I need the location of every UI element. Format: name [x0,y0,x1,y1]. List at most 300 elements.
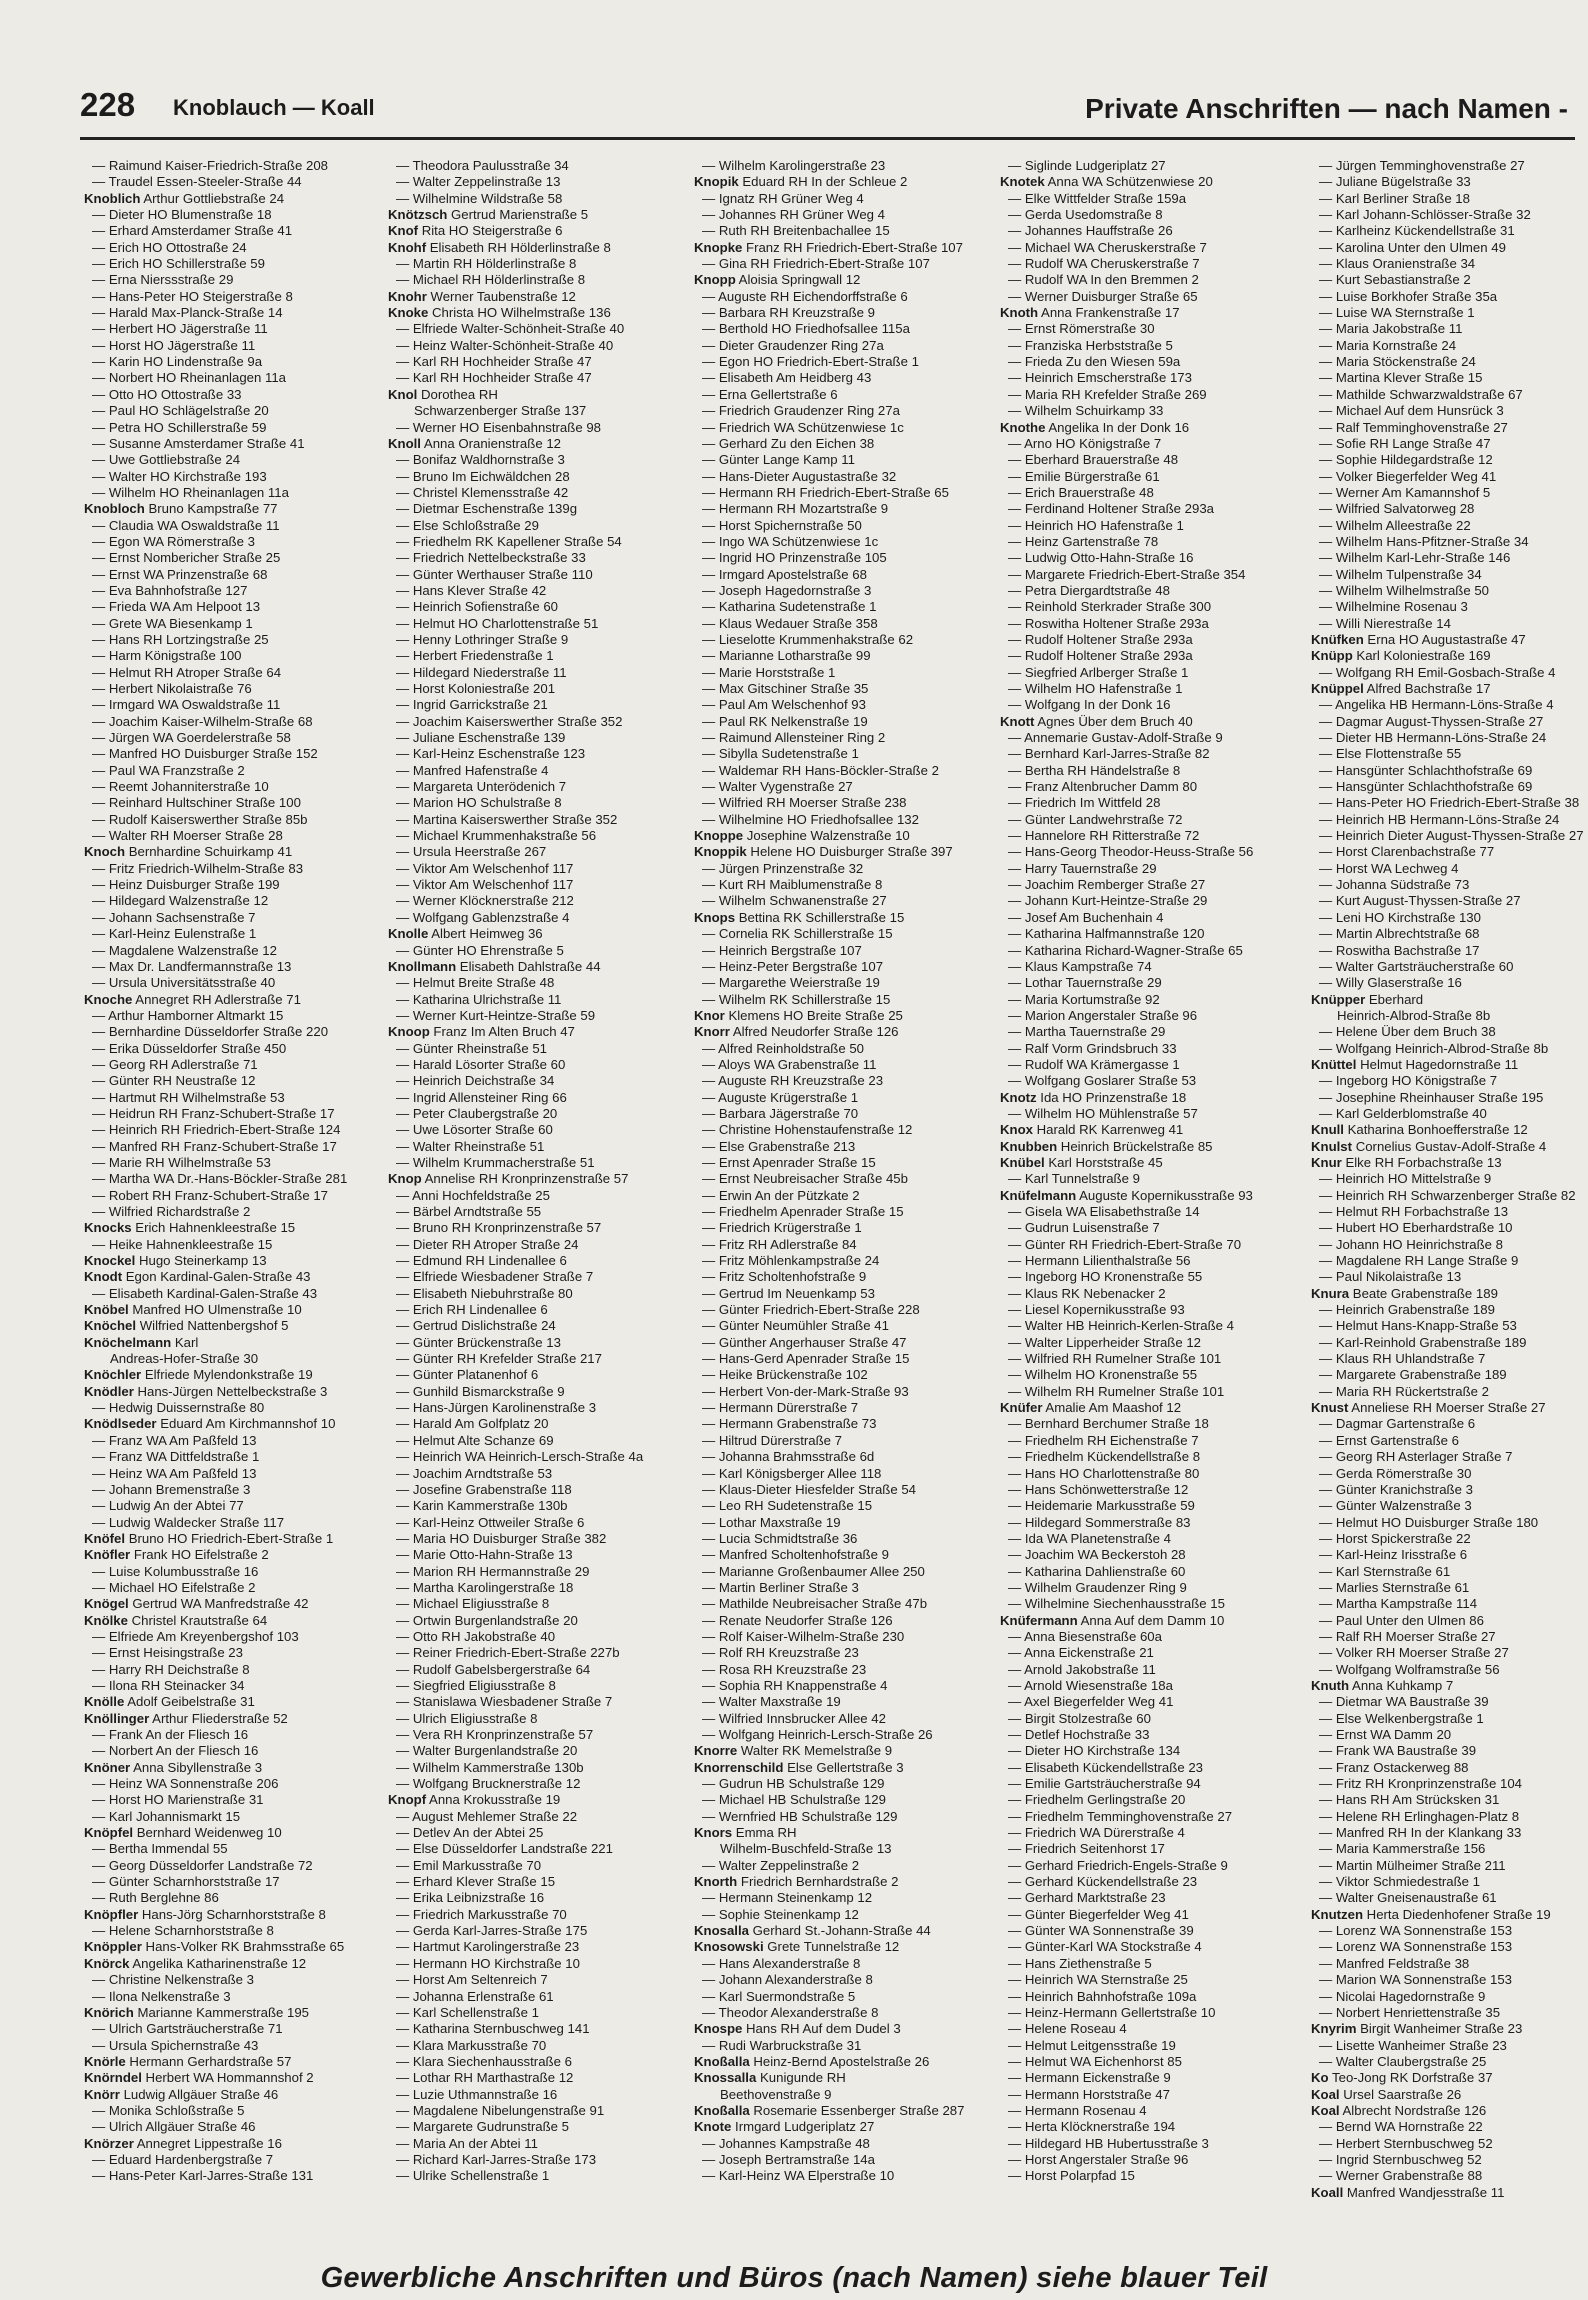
directory-entry: — Heinz WA Am Paßfeld 13 [92,1465,257,1481]
directory-entry: — Birgit Stolzestraße 60 [1008,1710,1151,1726]
directory-entry: — Elfriede Wiesbadener Straße 7 [396,1269,594,1285]
directory-entry: — Maria RH Krefelder Straße 269 [1008,386,1207,402]
surname: Knöchelmann [84,1334,172,1350]
directory-entry: — Wilfried RH Moerser Straße 238 [702,795,907,811]
directory-entry: — Günter Lange Kamp 11 [702,452,855,468]
directory-entry [84,1939,384,1955]
directory-entry [1311,992,1588,1008]
entry-details: Helmut Hagedornstraße 11 [1356,1056,1519,1072]
surname: Knopke [694,239,743,255]
directory-entry: — Waldemar RH Hans-Böckler-Straße 2 [702,762,939,778]
directory-entry: — Anna Biesenstraße 60a [1008,1628,1162,1644]
entry-details: Franz Im Alten Bruch 47 [429,1024,575,1040]
directory-entry: — Johann Alexanderstraße 8 [702,1972,873,1988]
directory-entry [388,305,688,321]
directory-entry: — Manfred Feldstraße 38 [1319,1955,1470,1971]
directory-entry: — Klara Siechenhausstraße 6 [396,2053,572,2069]
directory-entry: — Ludwig Otto-Hahn-Straße 16 [1008,550,1194,566]
directory-entry: — Horst Polarpfad 15 [1008,2168,1135,2184]
directory-entry: — Kurt August-Thyssen-Straße 27 [1319,893,1521,909]
directory-entry: — Gerhard Zu den Eichen 38 [702,435,875,451]
surname: Knödlseder [84,1416,157,1432]
directory-entry: — Franziska Herbststraße 5 [1008,337,1173,353]
directory-entry: — Günter Brückenstraße 13 [396,1334,561,1350]
directory-entry: — Volker Biegerfelder Weg 41 [1319,468,1497,484]
directory-entry: — Siglinde Ludgeriplatz 27 [1008,158,1166,173]
directory-entry [84,1318,384,1334]
directory-entry: — Ursula Heerstraße 267 [396,844,547,860]
entry-details: Eduard Am Kirchmannshof 10 [156,1416,336,1432]
directory-entry: — Erich RH Lindenallee 6 [396,1302,548,1318]
directory-entry: — Horst HO Jägerstraße 11 [92,337,256,353]
entry-details: Hans-Jörg Scharnhorststraße 8 [138,1906,326,1922]
entry-details: Arthur Gottliebstraße 24 [140,190,285,206]
directory-entry: — Günter Landwehrstraße 72 [1008,811,1183,827]
directory-entry: — Juliane Bügelstraße 33 [1319,174,1471,190]
directory-entry: — Lorenz WA Sonnenstraße 153 [1319,1923,1513,1939]
entry-details: Angelika Katharinenstraße 12 [129,1955,307,1971]
directory-entry: — Nicolai Hagedornstraße 9 [1319,1988,1486,2004]
directory-entry: — Barbara Jägerstraße 70 [702,1105,859,1121]
surname: Knopik [694,174,739,190]
directory-entry: — Walter Gartsträucherstraße 60 [1319,958,1514,974]
surname: Knust [1311,1400,1349,1416]
directory-entry [694,828,994,844]
directory-entry: — Helene RH Erlinghagen-Platz 8 [1319,1808,1520,1824]
directory-entry [1311,1286,1588,1302]
directory-entry: — Robert RH Franz-Schubert-Straße 17 [92,1187,328,1203]
directory-entry [84,191,384,207]
directory-entry: — Rudolf WA Cheruskerstraße 7 [1008,256,1200,272]
directory-entry [388,387,688,403]
directory-entry: — Bonifaz Waldhornstraße 3 [396,452,565,468]
directory-entry: — Luzie Uthmannstraße 16 [396,2086,558,2102]
directory-entry: — Egon WA Römerstraße 3 [92,533,255,549]
directory-entry: — Helmut HO Duisburger Straße 180 [1319,1514,1539,1530]
directory-entry: — Paul RK Nelkenstraße 19 [702,713,868,729]
directory-entry: — Klaus RH Uhlandstraße 7 [1319,1351,1486,1367]
directory-entry: — Ernst Nombericher Straße 25 [92,550,281,566]
directory-entry: — Auguste RH Eichendorffstraße 6 [702,288,908,304]
directory-entry: — Ilona RH Steinacker 34 [92,1677,245,1693]
directory-entry: — Raimund Allensteiner Ring 2 [702,730,886,746]
directory-entry: — Hermann Horststraße 47 [1008,2086,1170,2102]
directory-entry: — Ingrid Allensteiner Ring 66 [396,1089,567,1105]
entry-details: Christa HO Wilhelmstraße 136 [428,305,611,321]
surname: Knosowski [694,1939,764,1955]
entry-details: Anna Sibyllenstraße 3 [130,1759,263,1775]
directory-entry: — Manfred HO Duisburger Straße 152 [92,746,318,762]
directory-entry: Beethovenstraße 9 [720,2086,832,2102]
directory-entry: — Jürgen Temminghovenstraße 27 [1319,158,1525,173]
directory-entry [694,1760,994,1776]
directory-entry: — Bertha Immendal 55 [92,1841,228,1857]
directory-entry: — Wilhelm HO Hafenstraße 1 [1008,681,1183,696]
directory-entry: — Elfriede Am Kreyenbergshof 103 [92,1628,299,1644]
directory-entry: — Friedhelm RH Eichenstraße 7 [1008,1432,1199,1448]
surname: Knöner [84,1759,131,1775]
surname: Knosalla [694,1923,749,1939]
directory-entry: — Katharina Halfmannstraße 120 [1008,926,1205,942]
directory-entry: — Hartmut Karolingerstraße 23 [396,1939,580,1955]
directory-entry: — Rudolf WA In den Bremmen 2 [1008,272,1199,288]
entry-details: Wilfried Nattenbergshof 5 [136,1318,289,1334]
surname: Ko [1311,2070,1329,2086]
directory-entry: — Heinz-Peter Bergstraße 107 [702,958,884,974]
directory-entry: — Hermann Eickenstraße 9 [1008,2070,1171,2086]
directory-entry: — Ulrich Allgäuer Straße 46 [92,2119,256,2135]
directory-entry [84,992,384,1008]
listing-column-2 [388,158,688,2208]
directory-entry [1000,1139,1300,1155]
entry-details: Elisabeth Dahlstraße 44 [456,958,601,974]
directory-entry: — Bernhardine Düsseldorfer Straße 220 [92,1024,329,1040]
directory-entry [84,1384,384,1400]
directory-entry: — Walter HO Kirchstraße 193 [92,468,267,484]
directory-entry: — Günter-Karl WA Stockstraße 4 [1008,1939,1202,1955]
directory-entry [1000,1155,1300,1171]
directory-entry: — Martha WA Dr.-Hans-Böckler-Straße 281 [92,1171,348,1187]
directory-entry: — Harald Lösorter Straße 60 [396,1056,566,1072]
directory-entry: — Erwin An der Pützkate 2 [702,1187,860,1203]
directory-entry: — Friedrich WA Schützenwiese 1c [702,419,904,435]
directory-entry: — Helmut Alte Schanze 69 [396,1432,554,1448]
directory-entry: — Hans HO Charlottenstraße 80 [1008,1465,1200,1481]
directory-entry [84,844,384,860]
directory-entry: — Maria Kortumstraße 92 [1008,991,1160,1007]
directory-entry: — Heinrich WA Heinrich-Lersch-Straße 4a [396,1449,644,1465]
directory-entry: — Katharina Richard-Wagner-Straße 65 [1008,942,1243,958]
directory-entry: — Monika Schloßstraße 5 [92,2102,245,2118]
directory-entry: — Werner Klöcknerstraße 212 [396,893,574,909]
directory-entry: — Lothar Tauernstraße 29 [1008,975,1162,991]
entry-details: Teo-Jong RK Dorfstraße 37 [1328,2070,1493,2086]
surname: Knoche [84,991,133,1007]
directory-entry: — August Mehlemer Straße 22 [396,1808,578,1824]
directory-entry: — Walter Zeppelinstraße 2 [702,1857,860,1873]
entry-details: Auguste Kopernikusstraße 93 [1076,1187,1253,1203]
directory-entry: — Franz Ostackerweg 88 [1319,1759,1469,1775]
directory-entry: — Gerhard Marktstraße 23 [1008,1890,1166,1906]
directory-entry: — Paul HO Schlägelstraße 20 [92,403,269,419]
directory-entry: — Else Düsseldorfer Landstraße 221 [396,1841,613,1857]
surname: Knoll [388,435,421,451]
surname: Knote [694,2119,732,2135]
directory-entry: — Harry RH Deichstraße 8 [92,1661,250,1677]
directory-entry [84,1613,384,1629]
directory-entry: — Karlheinz Kückendellstraße 31 [1319,223,1515,239]
surname: Knörle [84,2053,126,2069]
directory-entry: — Karl Königsberger Allee 118 [702,1465,882,1481]
directory-entry: — Maria Kornstraße 24 [1319,337,1457,353]
directory-entry: — Heinz-Hermann Gellertstraße 10 [1008,2004,1216,2020]
directory-entry: — Frieda Zu den Wiesen 59a [1008,354,1181,370]
surname: Knopf [388,1792,427,1808]
entry-details: Eduard RH In der Schleue 2 [738,174,908,190]
entry-details: Beate Grabenstraße 189 [1349,1285,1498,1301]
directory-entry: — Elisabeth Kardinal-Galen-Straße 43 [92,1285,318,1301]
directory-entry: — Helmut HO Charlottenstraße 51 [396,615,599,631]
surname: Knoßalla [694,2053,750,2069]
entry-details: Christel Krautstraße 64 [127,1612,268,1628]
directory-entry: — Ernst Gartenstraße 6 [1319,1432,1459,1448]
entry-details: Eberhard [1365,991,1424,1007]
directory-entry: — Ralf Temminghovenstraße 27 [1319,419,1508,435]
surname: Knohf [388,239,427,255]
directory-entry: — Wilhelm RK Schillerstraße 15 [702,991,891,1007]
directory-entry: — Hans RH Am Strücksken 31 [1319,1792,1500,1808]
surname: Knothe [1000,419,1046,435]
directory-entry: — Martin RH Hölderlinstraße 8 [396,256,577,272]
directory-entry: — Günter HO Ehrenstraße 5 [396,942,564,958]
directory-entry [388,207,688,223]
entry-details: Anna Auf dem Damm 10 [1077,1612,1225,1628]
directory-entry: — Joachim Kaiserswerther Straße 352 [396,713,623,729]
directory-entry: — Elisabeth Am Heidberg 43 [702,370,872,386]
directory-entry: — Roswitha Holtener Straße 293a [1008,615,1209,631]
directory-entry: — Willi Nierestraße 14 [1319,615,1451,631]
entry-details: Alfred Neudorfer Straße 126 [729,1024,899,1040]
surname: Knockel [84,1253,136,1269]
entry-details: Karl Koloniestraße 169 [1352,648,1491,664]
directory-entry: — Paul WA Franzstraße 2 [92,762,245,778]
surname: Knutzen [1311,1906,1364,1922]
surname: Knüpp [1311,648,1353,664]
directory-entry: — Lothar Maxstraße 19 [702,1514,841,1530]
surname: Knöbel [84,1302,129,1318]
directory-entry: — Hans Schönwetterstraße 12 [1008,1481,1189,1497]
directory-entry: — Hildegard Sommerstraße 83 [1008,1514,1191,1530]
directory-entry [1311,1907,1588,1923]
directory-entry [84,1531,384,1547]
directory-entry: — Anna Eickenstraße 21 [1008,1645,1154,1661]
directory-entry: — Friedhelm RK Kapellener Straße 54 [396,533,622,549]
surname: Knop [388,1171,422,1187]
directory-entry [1311,681,1588,697]
directory-entry: — Heike Brückenstraße 102 [702,1367,868,1383]
directory-entry: — Ernst WA Prinzenstraße 68 [92,566,268,582]
surname: Knoop [388,1024,430,1040]
directory-entry: — Gerda Usedomstraße 8 [1008,207,1163,223]
directory-entry: — Günter Kranichstraße 3 [1319,1481,1473,1497]
directory-entry: — Friedhelm Apenrader Straße 15 [702,1204,904,1219]
directory-entry [84,2087,384,2103]
directory-entry: — Heinrich RH Schwarzenberger Straße 82 [1319,1187,1576,1203]
directory-entry [1311,1400,1588,1416]
directory-entry: — Annemarie Gustav-Adolf-Straße 9 [1008,730,1223,746]
directory-entry: — Martin Berliner Straße 3 [702,1579,859,1595]
directory-entry [694,1939,994,1955]
directory-entry: — Petra Diergardtstraße 48 [1008,582,1170,598]
directory-entry: — Friedhelm Gerlingstraße 20 [1008,1792,1186,1808]
entry-details: Walter RK Memelstraße 9 [737,1743,893,1759]
entry-details: Heinz-Bernd Apostelstraße 26 [749,2053,930,2069]
directory-entry: — Wilhelmine Wildstraße 58 [396,190,563,206]
directory-entry: — Helene Roseau 4 [1008,2021,1127,2037]
entry-details: Marianne Kammerstraße 195 [133,2004,310,2020]
directory-entry: — Heinrich Bergstraße 107 [702,942,862,958]
surname: Knott [1000,713,1035,729]
directory-entry [84,2070,384,2086]
directory-entry [84,1907,384,1923]
directory-entry: — Wilfried RH Rumelner Straße 101 [1008,1351,1222,1367]
directory-entry: — Horst Spickerstraße 22 [1319,1530,1471,1546]
surname: Koal [1311,2086,1340,2102]
directory-entry: — Arthur Hamborner Altmarkt 15 [92,1007,284,1023]
directory-entry: — Ingeborg HO Königstraße 7 [1319,1073,1498,1089]
surname: Knüfelmann [1000,1187,1077,1203]
directory-entry: — Manfred RH In der Klankang 33 [1319,1825,1522,1841]
directory-entry: — Günter WA Sonnenstraße 39 [1008,1923,1194,1939]
surname: Knull [1311,1122,1344,1138]
directory-entry: — Walter Maxstraße 19 [702,1694,841,1710]
directory-entry: — Marie Horststraße 1 [702,664,836,680]
directory-entry: — Dieter RH Atroper Straße 24 [396,1236,579,1252]
directory-entry: — Hans-Peter Karl-Jarres-Straße 131 [92,2168,314,2184]
directory-entry: — Wolfgang RH Emil-Gosbach-Straße 4 [1319,664,1556,680]
directory-entry: — Traudel Essen-Steeler-Straße 44 [92,174,302,190]
directory-entry: — Heinz Walter-Schönheit-Straße 40 [396,337,614,353]
surname: Knöchler [84,1367,142,1383]
directory-entry: — Viktor Am Welschenhof 117 [396,860,574,876]
directory-entry: — Bertha RH Händelstraße 8 [1008,762,1181,778]
directory-entry: — Karl Johannismarkt 15 [92,1808,241,1824]
directory-entry: — Marion Angerstaler Straße 96 [1008,1007,1198,1023]
directory-entry: — Marie Otto-Hahn-Straße 13 [396,1547,573,1563]
directory-entry: — Ingrid Garrickstraße 21 [396,697,548,713]
directory-entry [694,2119,994,2135]
directory-entry [1311,1057,1588,1073]
directory-entry: — Franz WA Dittfeldstraße 1 [92,1449,260,1465]
entry-details: Anna Kuhkamp 7 [1349,1677,1454,1693]
directory-entry: — Klaus Wedauer Straße 358 [702,615,878,631]
directory-entry [84,2136,384,2152]
directory-entry: — Heinz Gartenstraße 78 [1008,533,1159,549]
directory-entry: — Erika Düsseldorfer Straße 450 [92,1040,287,1056]
surname: Knüppel [1311,681,1364,696]
directory-entry: — Joachim Arndtstraße 53 [396,1465,553,1481]
directory-entry: — Ingeborg HO Kronenstraße 55 [1008,1269,1203,1285]
directory-entry: — Uwe Lösorter Straße 60 [396,1122,553,1138]
directory-entry: — Hans-Peter HO Friedrich-Ebert-Straße 38 [1319,795,1580,811]
directory-entry: — Wilhelmine HO Friedhofsallee 132 [702,811,919,827]
directory-entry: — Karl RH Hochheider Straße 47 [396,354,592,370]
directory-entry: — Horst Spichernstraße 50 [702,517,862,533]
directory-entry: — Paul Nikolaistraße 13 [1319,1269,1462,1285]
surname: Knopp [694,272,736,288]
directory-entry: — Horst Am Seltenreich 7 [396,1972,548,1988]
directory-entry: — Rudolf Gabelsbergerstraße 64 [396,1661,591,1677]
directory-entry: — Ortwin Burgenlandstraße 20 [396,1612,578,1628]
entry-details: Gertrud Marienstraße 5 [447,207,589,223]
directory-entry: — Marlies Sternstraße 61 [1319,1579,1470,1595]
directory-entry [388,1024,688,1040]
directory-entry: — Hans Klever Straße 42 [396,582,547,598]
surname: Knölke [84,1612,128,1628]
entry-details: Hans RH Auf dem Dudel 3 [742,2021,901,2037]
directory-entry: — Hermann RH Friedrich-Ebert-Straße 65 [702,484,949,500]
directory-entry: — Dagmar Gartenstraße 6 [1319,1416,1476,1432]
directory-entry: — Uwe Gottliebstraße 24 [92,452,241,468]
entry-details: Anneliese RH Moerser Straße 27 [1348,1400,1546,1416]
entry-details: Grete Tunnelstraße 12 [763,1939,900,1955]
directory-entry: — Manfred Scholtenhofstraße 9 [702,1547,889,1563]
directory-entry: — Fritz Scholtenhofstraße 9 [702,1269,867,1285]
directory-entry: — Grete WA Biesenkamp 1 [92,615,253,631]
entry-details: Franz RH Friedrich-Ebert-Straße 107 [742,239,963,255]
directory-entry [1311,2185,1588,2201]
directory-entry [1000,1122,1300,1138]
directory-entry: — Karl Suermondstraße 5 [702,1988,856,2004]
entry-details: Bernhard Weidenweg 10 [133,1825,282,1841]
surname: Knol [388,386,418,402]
directory-entry [1311,1122,1588,1138]
directory-entry [84,1547,384,1563]
directory-entry [1000,1090,1300,1106]
directory-entry: — Michael Eligiusstraße 8 [396,1596,550,1612]
directory-entry: — Wilhelm HO Mühlenstraße 57 [1008,1105,1198,1121]
header-divider [80,137,1575,140]
directory-entry: — Wilhelm Schwanenstraße 27 [702,893,887,909]
entry-details: Frank HO Eifelstraße 2 [130,1547,269,1563]
directory-entry: — Wilhelm Graudenzer Ring 9 [1008,1579,1187,1595]
directory-entry: — Luise WA Sternstraße 1 [1319,305,1475,321]
directory-entry: — Josephine Rheinhauser Straße 195 [1319,1089,1544,1105]
directory-entry [1000,1400,1300,1416]
directory-entry: — Rudolf Holtener Straße 293a [1008,631,1193,647]
entry-details: Bruno HO Friedrich-Ebert-Straße 1 [125,1530,334,1546]
directory-entry: — Fritz Friedrich-Wilhelm-Straße 83 [92,860,304,876]
directory-entry: — Heinrich HO Hafenstraße 1 [1008,517,1184,533]
directory-entry: — Wilhelmine Siechenhausstraße 15 [1008,1596,1225,1612]
directory-entry: — Ruth Berglehne 86 [92,1890,219,1906]
surname: Knulst [1311,1138,1353,1154]
directory-entry: — Vera RH Kronprinzenstraße 57 [396,1727,594,1742]
directory-entry: — Ilona Nelkenstraße 3 [92,1988,231,2004]
directory-entry [694,2054,994,2070]
directory-entry: — Wilfried Salvatorweg 28 [1319,501,1475,517]
directory-entry: — Magdalene Nibelungenstraße 91 [396,2102,605,2118]
directory-entry: — Ulrich Eligiusstraße 8 [396,1710,538,1726]
directory-entry: — Hildegard HB Hubertusstraße 3 [1008,2135,1209,2151]
directory-entry: — Dieter HB Hermann-Löns-Straße 24 [1319,730,1547,746]
directory-entry: — Günter Scharnhorststraße 17 [92,1874,280,1890]
directory-entry: — Marie RH Wilhelmstraße 53 [92,1154,271,1170]
entry-details: Karl Horststraße 45 [1044,1154,1163,1170]
directory-entry: — Ernst WA Damm 20 [1319,1727,1452,1742]
directory-entry: — Elisabeth Kückendellstraße 23 [1008,1759,1203,1775]
surname: Knorre [694,1743,738,1759]
directory-entry: — Else Schloßstraße 29 [396,517,539,533]
entry-details: Agnes Über dem Bruch 40 [1034,713,1193,729]
directory-entry: — Maria Kammerstraße 156 [1319,1841,1486,1857]
directory-entry [694,2103,994,2119]
surname: Knoßalla [694,2102,750,2118]
directory-entry [388,436,688,452]
directory-entry: — Hiltrud Dürerstraße 7 [702,1432,842,1448]
entry-details: Manfred HO Ulmenstraße 10 [128,1302,302,1318]
directory-entry [694,1008,994,1024]
directory-entry [1311,2103,1588,2119]
surname: Knötzsch [388,207,448,223]
directory-entry: — Wolfgang Gablenzstraße 4 [396,909,570,925]
entry-details: Arthur Fliederstraße 52 [149,1710,288,1726]
directory-entry: — Ingrid Sternbuschweg 52 [1319,2151,1482,2167]
directory-entry: — Rudolf Kaiserswerther Straße 85b [92,811,308,827]
directory-entry: — Karl-Heinz WA Elperstraße 10 [702,2168,895,2184]
directory-entry: — Otto RH Jakobstraße 40 [396,1628,556,1644]
directory-entry: — Karl-Reinhold Grabenstraße 189 [1319,1334,1527,1350]
